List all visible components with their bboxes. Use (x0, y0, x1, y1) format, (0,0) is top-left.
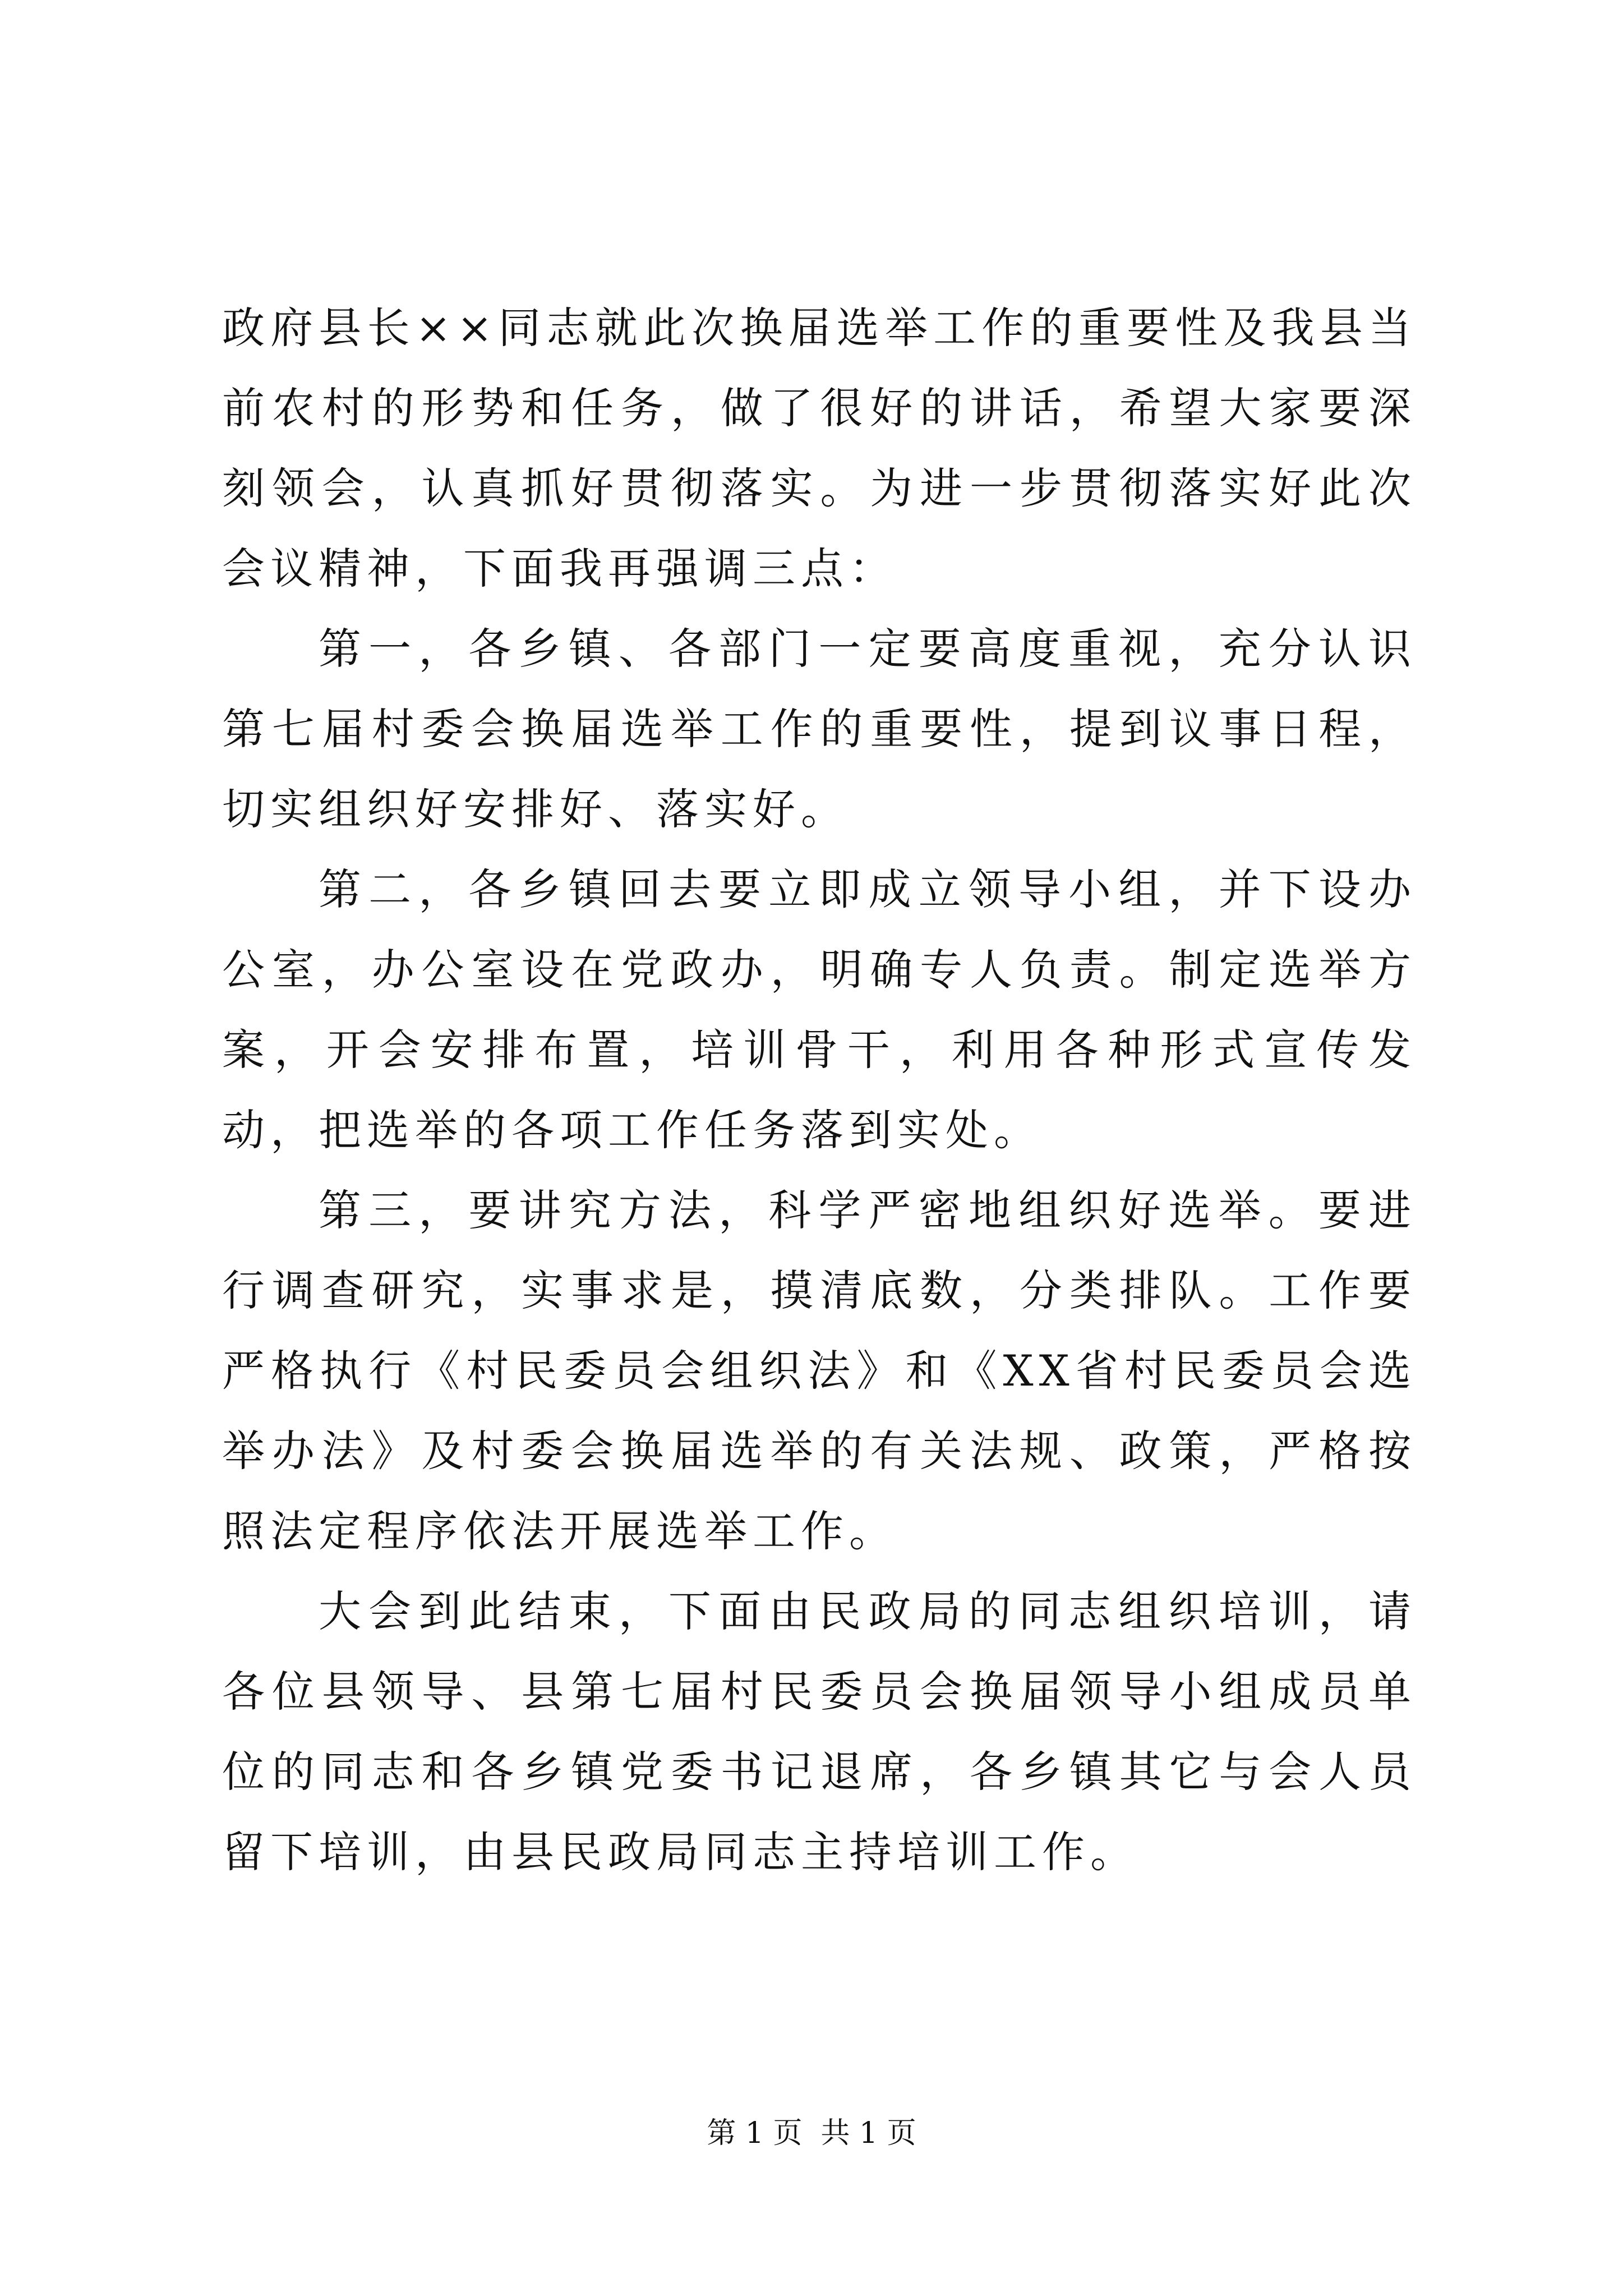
paragraph-point-three: 第三，要讲究方法，科学严密地组织好选举。要进行调查研究，实事求是，摸清底数，分类排队。工作要严格执行《村民委员会组织法》和《XX省村民委员会选举办法》及村委会换届选举的有关法规、政策，严格按照法定程序依法开展选举工作。 (222, 1185, 1417, 1556)
paragraph-closing: 大会到此结束，下面由民政局的同志组织培训，请各位县领导、县第七届村民委员会换届领导小组成员单位的同志和各乡镇党委书记退席，各乡镇其它与会人员留下培训，由县民政局同志主持培训工作。 (222, 1586, 1417, 1877)
paragraph-point-two: 第二，各乡镇回去要立即成立领导小组，并下设办公室，办公室设在党政办，明确专人负责。制定选举方案，开会安排布置，培训骨干，利用各种形式宣传发动，把选举的各项工作任务落到实处。 (222, 864, 1417, 1155)
paragraph-intro: 政府县长××同志就此次换届选举工作的重要性及我县当前农村的形势和任务，做了很好的讲话，希望大家要深刻领会，认真抓好贯彻落实。为进一步贯彻落实好此次会议精神，下面我再强调三点： (222, 303, 1417, 593)
paragraph-point-one: 第一，各乡镇、各部门一定要高度重视，充分认识第七届村委会换届选举工作的重要性，提到议事日程，切实组织好安排好、落实好。 (222, 624, 1417, 834)
document-body (222, 288, 1417, 1892)
page-number-footer: 第 1 页 共 1 页 (707, 2116, 916, 2150)
